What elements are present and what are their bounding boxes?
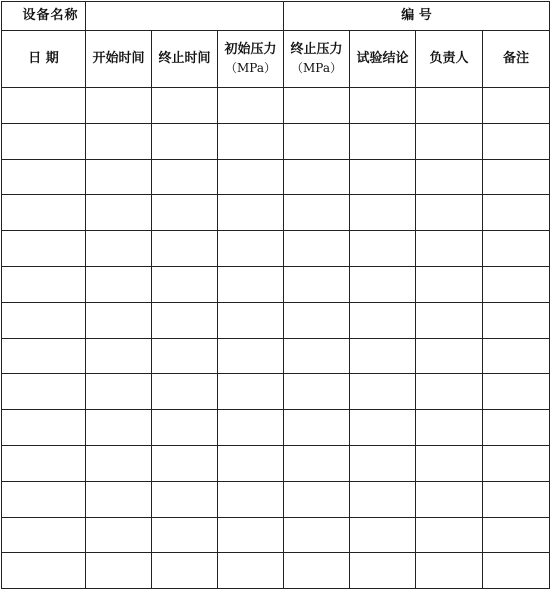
table-cell-end-time[interactable] <box>152 374 218 410</box>
table-row <box>2 410 550 446</box>
table-cell-responsible-person[interactable] <box>416 302 483 338</box>
column-header-label: 终止时间 <box>158 50 211 66</box>
table-cell-start-time[interactable] <box>86 88 152 124</box>
table-cell-responsible-person[interactable] <box>416 410 483 446</box>
table-cell-remarks[interactable] <box>483 481 550 517</box>
table-cell-date[interactable] <box>2 123 86 159</box>
table-cell-remarks[interactable] <box>483 123 550 159</box>
table-cell-final-pressure[interactable] <box>284 517 350 553</box>
table-cell-start-time[interactable] <box>86 374 152 410</box>
table-cell-date[interactable] <box>2 517 86 553</box>
equipment-name-label: 设备名称 <box>2 2 86 31</box>
table-cell-responsible-person[interactable] <box>416 517 483 553</box>
table-cell-start-time[interactable] <box>86 410 152 446</box>
table-cell-remarks[interactable] <box>483 445 550 481</box>
table-cell-start-time[interactable] <box>86 159 152 195</box>
table-cell-test-conclusion[interactable] <box>350 445 416 481</box>
pressure-test-record-table <box>1 1 550 589</box>
table-row <box>2 481 550 517</box>
table-cell-test-conclusion[interactable] <box>350 195 416 231</box>
table-cell-test-conclusion[interactable] <box>350 517 416 553</box>
table-row <box>2 159 550 195</box>
table-cell-responsible-person[interactable] <box>416 159 483 195</box>
table-row <box>2 266 550 302</box>
table-cell-responsible-person[interactable] <box>416 231 483 267</box>
table-cell-responsible-person[interactable] <box>416 553 483 589</box>
table-cell-initial-pressure[interactable] <box>218 159 284 195</box>
table-cell-date[interactable] <box>2 159 86 195</box>
table-cell-initial-pressure[interactable] <box>218 266 284 302</box>
table-cell-test-conclusion[interactable] <box>350 266 416 302</box>
table-cell-initial-pressure[interactable] <box>218 374 284 410</box>
table-cell-start-time[interactable] <box>86 302 152 338</box>
table-cell-test-conclusion[interactable] <box>350 159 416 195</box>
table-cell-date[interactable] <box>2 445 86 481</box>
table-row <box>2 88 550 124</box>
table-cell-final-pressure[interactable] <box>284 338 350 374</box>
table-cell-date[interactable] <box>2 410 86 446</box>
table-cell-start-time[interactable] <box>86 553 152 589</box>
table-cell-initial-pressure[interactable] <box>218 195 284 231</box>
table-cell-start-time[interactable] <box>86 266 152 302</box>
table-row <box>2 517 550 553</box>
table-cell-initial-pressure[interactable] <box>218 517 284 553</box>
table-cell-initial-pressure[interactable] <box>218 445 284 481</box>
table-cell-final-pressure[interactable] <box>284 159 350 195</box>
table-row <box>2 195 550 231</box>
table-cell-remarks[interactable] <box>483 231 550 267</box>
table-cell-test-conclusion[interactable] <box>350 88 416 124</box>
table-cell-final-pressure[interactable] <box>284 123 350 159</box>
table-cell-remarks[interactable] <box>483 159 550 195</box>
table-row <box>2 302 550 338</box>
column-header-final-pressure <box>284 31 350 88</box>
table-cell-remarks[interactable] <box>483 553 550 589</box>
table-cell-start-time[interactable] <box>86 517 152 553</box>
table-cell-remarks[interactable] <box>483 517 550 553</box>
table-cell-end-time[interactable] <box>152 553 218 589</box>
table-cell-date[interactable] <box>2 195 86 231</box>
table-row <box>2 231 550 267</box>
table-cell-end-time[interactable] <box>152 338 218 374</box>
column-header-label: 初始压力 <box>224 41 277 57</box>
table-cell-end-time[interactable] <box>152 481 218 517</box>
column-header-label: 终止压力 <box>290 41 343 57</box>
table-cell-end-time[interactable] <box>152 195 218 231</box>
column-header-date <box>2 31 86 88</box>
table-cell-final-pressure[interactable] <box>284 481 350 517</box>
table-cell-end-time[interactable] <box>152 410 218 446</box>
table-cell-final-pressure[interactable] <box>284 553 350 589</box>
table-cell-remarks[interactable] <box>483 195 550 231</box>
table-cell-date[interactable] <box>2 302 86 338</box>
table-cell-date[interactable] <box>2 231 86 267</box>
column-header-label: 负责人 <box>429 50 469 66</box>
table-row <box>2 553 550 589</box>
column-header-remarks <box>483 31 550 88</box>
table-cell-test-conclusion[interactable] <box>350 338 416 374</box>
table-cell-responsible-person[interactable] <box>416 481 483 517</box>
table-cell-responsible-person[interactable] <box>416 338 483 374</box>
table-cell-remarks[interactable] <box>483 88 550 124</box>
equipment-info-row <box>2 2 550 31</box>
column-header-unit: （MPa） <box>225 60 276 75</box>
table-cell-final-pressure[interactable] <box>284 195 350 231</box>
table-cell-remarks[interactable] <box>483 266 550 302</box>
table-cell-responsible-person[interactable] <box>416 266 483 302</box>
column-header-responsible-person <box>416 31 483 88</box>
table-cell-responsible-person[interactable] <box>416 445 483 481</box>
table-cell-final-pressure[interactable] <box>284 302 350 338</box>
table-cell-initial-pressure[interactable] <box>218 553 284 589</box>
table-row <box>2 445 550 481</box>
table-cell-date[interactable] <box>2 338 86 374</box>
table-cell-date[interactable] <box>2 266 86 302</box>
table-cell-final-pressure[interactable] <box>284 231 350 267</box>
number-label: 编 号 <box>284 2 550 31</box>
table-cell-test-conclusion[interactable] <box>350 481 416 517</box>
table-cell-start-time[interactable] <box>86 481 152 517</box>
table-cell-final-pressure[interactable] <box>284 445 350 481</box>
table-cell-end-time[interactable] <box>152 159 218 195</box>
table-cell-test-conclusion[interactable] <box>350 302 416 338</box>
table-cell-initial-pressure[interactable] <box>218 481 284 517</box>
column-header-label: 开始时间 <box>92 50 145 66</box>
table-cell-start-time[interactable] <box>86 231 152 267</box>
table-cell-date[interactable] <box>2 374 86 410</box>
table-cell-end-time[interactable] <box>152 302 218 338</box>
table-cell-remarks[interactable] <box>483 374 550 410</box>
table-cell-end-time[interactable] <box>152 88 218 124</box>
column-header-initial-pressure <box>218 31 284 88</box>
table-cell-date[interactable] <box>2 88 86 124</box>
table-cell-test-conclusion[interactable] <box>350 553 416 589</box>
column-header-test-conclusion <box>350 31 416 88</box>
table-cell-responsible-person[interactable] <box>416 195 483 231</box>
column-header-label: 备注 <box>503 50 530 66</box>
table-cell-responsible-person[interactable] <box>416 88 483 124</box>
table-cell-end-time[interactable] <box>152 231 218 267</box>
table-cell-initial-pressure[interactable] <box>218 231 284 267</box>
table-cell-responsible-person[interactable] <box>416 123 483 159</box>
column-header-start-time <box>86 31 152 88</box>
table-cell-test-conclusion[interactable] <box>350 123 416 159</box>
table-cell-final-pressure[interactable] <box>284 266 350 302</box>
table-cell-initial-pressure[interactable] <box>218 123 284 159</box>
table-cell-start-time[interactable] <box>86 195 152 231</box>
table-cell-final-pressure[interactable] <box>284 410 350 446</box>
table-cell-remarks[interactable] <box>483 410 550 446</box>
table-cell-initial-pressure[interactable] <box>218 410 284 446</box>
table-cell-initial-pressure[interactable] <box>218 338 284 374</box>
table-cell-remarks[interactable] <box>483 302 550 338</box>
table-row <box>2 374 550 410</box>
table-row <box>2 338 550 374</box>
table-cell-test-conclusion[interactable] <box>350 231 416 267</box>
equipment-name-cell[interactable] <box>86 2 284 31</box>
table-cell-initial-pressure[interactable] <box>218 302 284 338</box>
table-cell-date[interactable] <box>2 481 86 517</box>
table-cell-date[interactable] <box>2 553 86 589</box>
table-cell-remarks[interactable] <box>483 338 550 374</box>
table-cell-start-time[interactable] <box>86 445 152 481</box>
table-cell-final-pressure[interactable] <box>284 374 350 410</box>
column-header-end-time <box>152 31 218 88</box>
table-cell-responsible-person[interactable] <box>416 374 483 410</box>
table-row <box>2 123 550 159</box>
table-cell-end-time[interactable] <box>152 517 218 553</box>
table-cell-end-time[interactable] <box>152 123 218 159</box>
table-cell-test-conclusion[interactable] <box>350 410 416 446</box>
column-header-row <box>2 31 550 88</box>
table-cell-end-time[interactable] <box>152 266 218 302</box>
table-cell-end-time[interactable] <box>152 445 218 481</box>
table-cell-test-conclusion[interactable] <box>350 374 416 410</box>
column-header-label: 试验结论 <box>356 50 409 66</box>
column-header-label: 日 期 <box>28 50 59 66</box>
table-cell-start-time[interactable] <box>86 338 152 374</box>
table-cell-start-time[interactable] <box>86 123 152 159</box>
table-cell-final-pressure[interactable] <box>284 88 350 124</box>
table-cell-initial-pressure[interactable] <box>218 88 284 124</box>
column-header-unit: （MPa） <box>291 60 342 75</box>
